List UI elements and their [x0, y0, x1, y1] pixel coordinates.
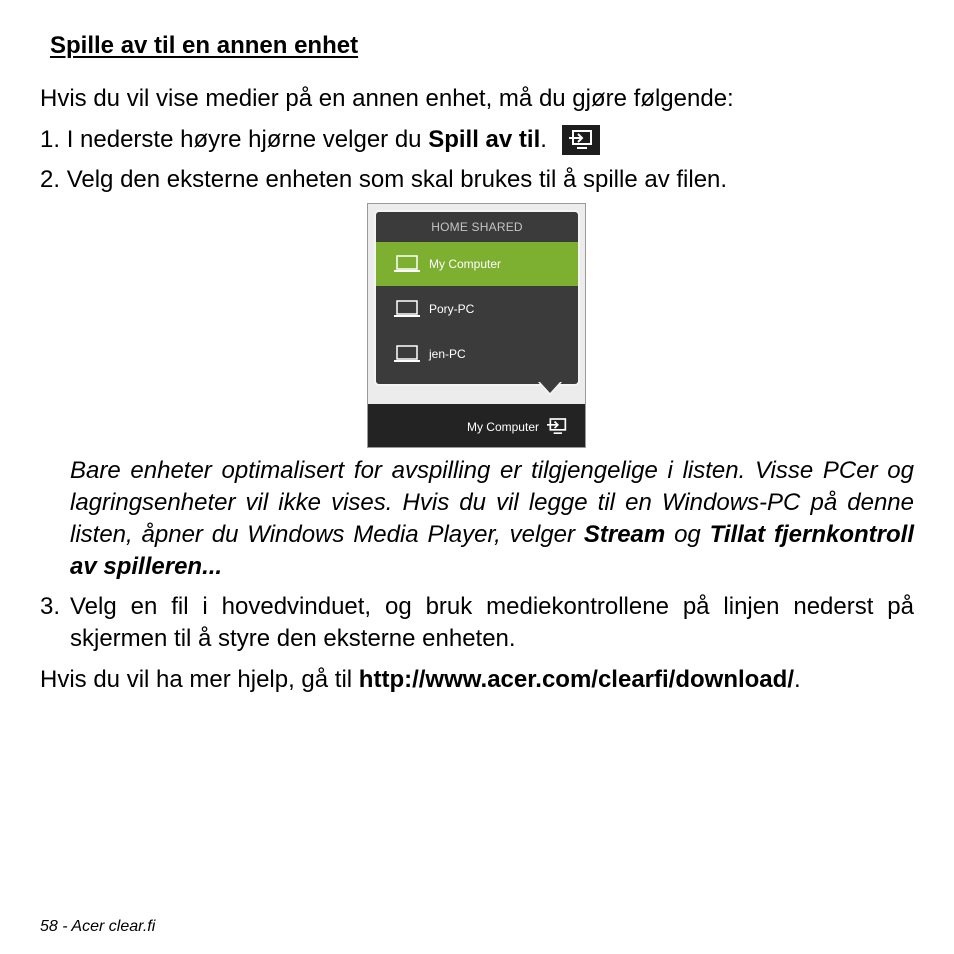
step-1-text: I nederste høyre hjørne velger du	[66, 126, 429, 153]
step-2-number: 2.	[40, 166, 61, 193]
device-label: My Computer	[429, 257, 502, 271]
device-item-pory-pc[interactable]	[376, 287, 578, 331]
device-item-my-computer[interactable]	[376, 242, 578, 286]
device-label: jen-PC	[429, 347, 466, 361]
note-bold-stream: Stream	[583, 521, 666, 548]
note-text-2: og	[665, 521, 710, 548]
laptop-icon	[394, 300, 420, 318]
step-1-bold: Spill av til	[428, 126, 541, 153]
step-1	[40, 124, 600, 156]
device-item-jen-pc[interactable]	[376, 332, 578, 376]
help-link[interactable]: http://www.acer.com/clearfi/download/	[358, 666, 794, 693]
play-to-icon	[562, 125, 600, 155]
play-to-screenshot	[367, 203, 586, 448]
step-3-number: 3.	[40, 593, 61, 620]
laptop-icon	[394, 345, 420, 363]
page-heading: Spille av til en annen enhet	[50, 32, 359, 59]
note-paragraph	[70, 455, 914, 583]
laptop-icon	[394, 255, 420, 273]
play-to-label: My Computer	[466, 419, 539, 434]
help-paragraph	[40, 664, 801, 696]
intro-paragraph: Hvis du vil vise medier på en annen enhet, må du gjøre følgende:	[40, 85, 734, 112]
note-bold-remote: Tillat fjernkontroll av spilleren...	[70, 521, 914, 580]
step-3	[40, 591, 914, 655]
help-after: .	[793, 666, 801, 693]
note-text-1: Bare enheter optimalisert for avspilling er tilgjengelige i listen. Visse PCer og lagringsenheter vil ikke vises. Hvis du vil legge til en Windows-PC på denne listen, åpner du Windows Media Player, velger	[70, 457, 914, 548]
step-2-text: Velg den eksterne enheten som skal brukes til å spille av filen.	[66, 166, 728, 193]
play-to-button[interactable]	[467, 418, 567, 435]
help-text: Hvis du vil ha mer hjelp, gå til	[40, 666, 359, 693]
step-1-number: 1.	[40, 126, 61, 153]
device-label: Pory-PC	[429, 302, 475, 316]
play-to-icon	[547, 418, 567, 435]
step-3-text: Velg en fil i hovedvinduet, og bruk mediekontrollene på linjen nederst på skjermen til å styre den eksterne enheten.	[70, 593, 914, 652]
device-popup	[374, 210, 580, 386]
step-1-after: .	[540, 126, 547, 153]
popup-header: HOME SHARED	[431, 220, 523, 234]
step-2	[40, 164, 727, 196]
page-footer: 58 - Acer clear.fi	[40, 918, 156, 935]
